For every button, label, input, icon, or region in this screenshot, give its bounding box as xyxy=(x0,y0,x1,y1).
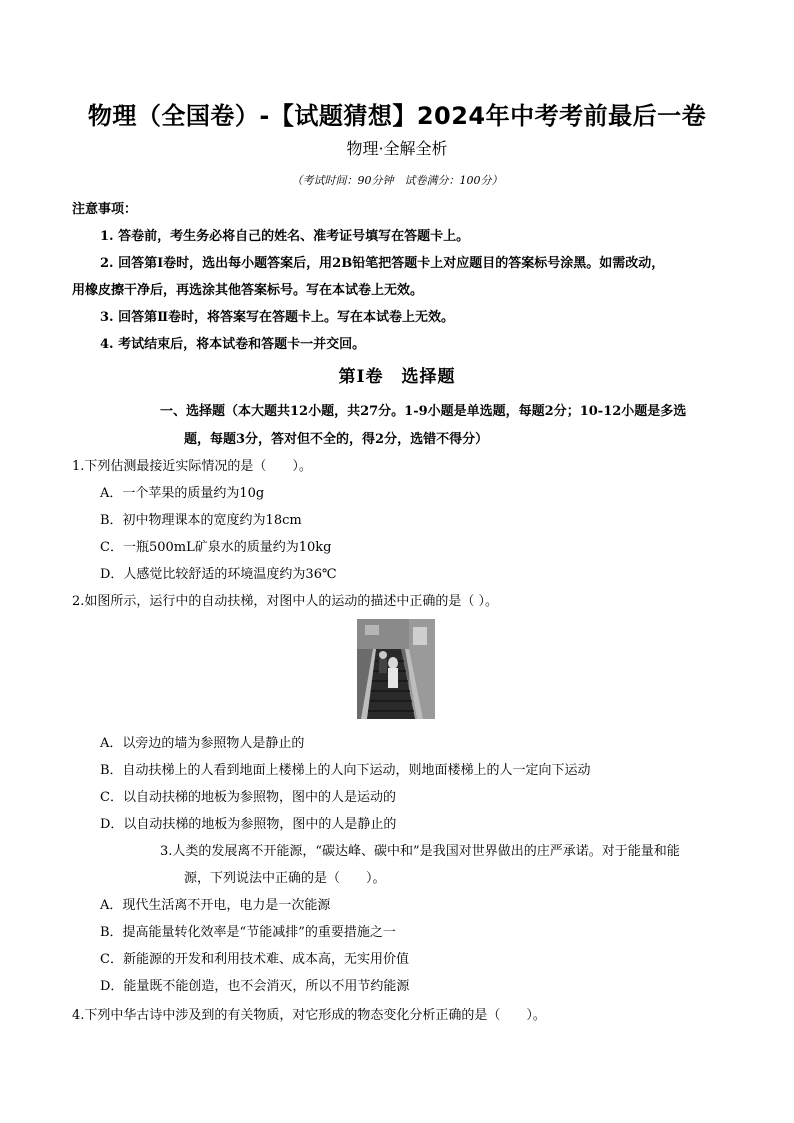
question-2-option-a: A．以旁边的墙为参照物人是静止的 xyxy=(100,736,305,751)
question-3-option-a: A．现代生活离不开电，电力是一次能源 xyxy=(100,898,331,913)
question-3-stem-line1: 3.人类的发展离不开能源，“碳达峰、碳中和”是我国对世界做出的庄严承诺。对于能量和能 xyxy=(160,844,680,859)
note-item-1: 1. 答卷前，考生务必将自己的姓名、准考证号填写在答题卡上。 xyxy=(100,229,470,244)
question-4-stem: 4.下列中华古诗中涉及到的有关物质，对它形成的物态变化分析正确的是（ ）。 xyxy=(72,1008,546,1023)
note-item-2-cont: 用橡皮擦干净后，再选涂其他答案标号。写在本试卷上无效。 xyxy=(72,283,424,298)
question-1-option-b: B．初中物理课本的宽度约为18cm xyxy=(100,513,302,528)
notes-heading: 注意事项： xyxy=(72,202,138,217)
question-1-stem: 1.下列估测最接近实际情况的是（ ）。 xyxy=(72,459,312,474)
question-2-option-c: C．以自动扶梯的地板为参照物，图中的人是运动的 xyxy=(100,790,396,805)
question-3-option-c: C．新能源的开发和利用技术难、成本高，无实用价值 xyxy=(100,952,409,967)
question-2-stem: 2.如图所示，运行中的自动扶梯，对图中人的运动的描述中正确的是（ ）。 xyxy=(72,594,499,609)
page-title: 物理（全国卷）-【试题猜想】2024年中考考前最后一卷 xyxy=(87,102,707,130)
question-1-option-a: A．一个苹果的质量约为10g xyxy=(100,486,265,501)
section-instruction-line2: 题，每题3分，答对但不全的，得2分，选错不得分） xyxy=(184,432,489,447)
note-item-2: 2. 回答第Ⅰ卷时，选出每小题答案后，用2B铅笔把答题卡上对应题目的答案标号涂黑。如需改动， xyxy=(100,256,665,271)
escalator-photo xyxy=(357,619,435,719)
question-2-option-d: D．以自动扶梯的地板为参照物，图中的人是静止的 xyxy=(100,817,397,832)
escalator-illustration xyxy=(357,619,435,719)
question-1-option-d: D．人感觉比较舒适的环境温度约为36℃ xyxy=(100,567,337,582)
section-heading: 第Ⅰ卷 选择题 xyxy=(338,367,456,387)
page-subtitle: 物理·全解全析 xyxy=(346,139,448,158)
question-3-option-d: D．能量既不能创造，也不会消灭，所以不用节约能源 xyxy=(100,979,410,994)
question-3-option-b: B．提高能量转化效率是“节能减排”的重要措施之一 xyxy=(100,925,396,940)
question-1-option-c: C．一瓶500mL矿泉水的质量约为10kg xyxy=(100,540,332,555)
note-item-4: 4. 考试结束后，将本试卷和答题卡一并交回。 xyxy=(100,337,366,352)
note-item-3: 3. 回答第Ⅱ卷时，将答案写在答题卡上。写在本试卷上无效。 xyxy=(100,310,455,325)
section-instruction-line1: 一、选择题（本大题共12小题，共27分。1-9小题是单选题，每题2分；10-12小题是多选 xyxy=(160,404,687,419)
question-3-stem-line2: 源，下列说法中正确的是（ ）。 xyxy=(184,871,386,886)
exam-info: （考试时间：90分钟 试卷满分：100分） xyxy=(291,174,503,187)
question-2-option-b: B．自动扶梯上的人看到地面上楼梯上的人向下运动，则地面楼梯上的人一定向下运动 xyxy=(100,763,591,778)
